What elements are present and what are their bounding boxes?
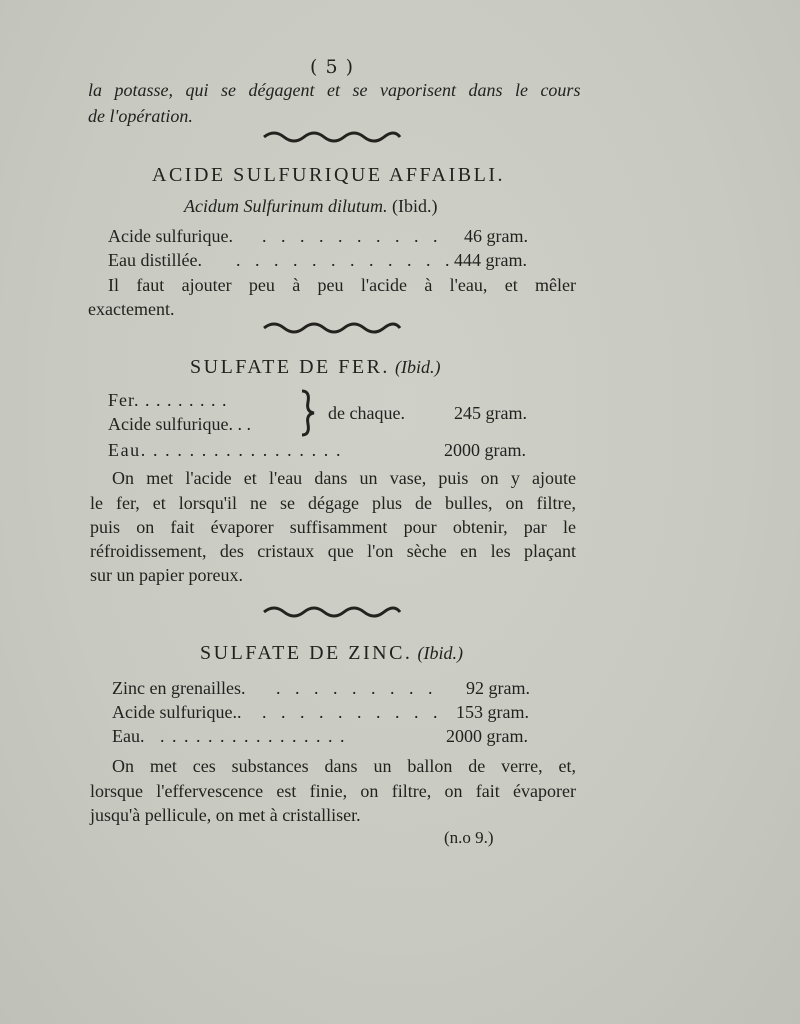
- leader-dots: . . . . . . . . . . . .: [236, 250, 455, 270]
- wave-ornament: [262, 606, 402, 618]
- continuation-line-1: la potasse, qui se dégagent et se vaporisent dans le cours: [88, 80, 581, 100]
- paragraph-line: le fer, et lorsqu'il ne se dégage plus de bulles, on filtre,: [90, 493, 576, 513]
- ingredient-quantity: 2000 gram.: [446, 726, 528, 746]
- section-subtitle-acide: [184, 196, 437, 217]
- ingredient-name: Zinc en grenailles.: [112, 678, 246, 698]
- paragraph-line: puis on fait évaporer suffisamment pour obtenir, par le: [90, 517, 576, 537]
- latin-name: Acidum Sulfurinum dilutum.: [184, 196, 388, 216]
- section-heading-zinc: [200, 642, 463, 665]
- ingredient-name: Eau.: [112, 726, 145, 746]
- brace-label: de chaque.: [328, 403, 405, 423]
- ingredient-quantity: 92 gram.: [466, 678, 530, 698]
- paragraph-line: lorsque l'effervescence est finie, on filtre, on fait évaporer: [90, 781, 576, 801]
- continuation-line-2: de l'opération.: [88, 106, 193, 126]
- leader-dots: . . . . . . . . . . . . . . . .: [160, 726, 346, 746]
- paragraph-line: On met ces substances dans un ballon de verre, et,: [112, 756, 576, 776]
- leader-dots: . . . . . . . . . .: [262, 226, 443, 246]
- instruction-text: Il faut ajouter peu à peu l'acide à l'eau, et mêler: [108, 275, 576, 295]
- section-heading-acide: ACIDE SULFURIQUE AFFAIBLI.: [152, 164, 505, 186]
- ingredient-quantity: 444 gram.: [454, 250, 527, 270]
- heading-text: SULFATE DE FER.: [190, 356, 390, 378]
- leader-dots: . . . . . . . . .: [276, 678, 438, 698]
- ingredient-name: Eau distillée.: [108, 250, 202, 270]
- ingredient-name: Acide sulfurique.: [108, 226, 233, 246]
- signature-mark: (n.o 9.): [444, 828, 494, 847]
- ingredient-name: Acide sulfurique..: [112, 702, 242, 722]
- heading-text: SULFATE DE ZINC.: [200, 642, 413, 664]
- section-heading-fer: [190, 356, 441, 379]
- ingredient-name: Acide sulfurique. . .: [108, 414, 251, 434]
- ingredient-quantity: 245 gram.: [454, 403, 527, 423]
- page-number: ( 5 ): [310, 56, 354, 78]
- wave-ornament: [262, 131, 402, 143]
- curly-brace-icon: [296, 388, 320, 438]
- ingredient-quantity: 2000 gram.: [444, 440, 526, 460]
- ingredient-name: Fer. . . . . . . . .: [108, 390, 228, 410]
- leader-dots: . . . . . . . . . .: [262, 702, 443, 722]
- ingredient-name: Eau. . . . . . . . . . . . . . . . .: [108, 440, 343, 460]
- source-reference: (Ibid.): [395, 357, 441, 377]
- instruction-text: exactement.: [88, 299, 175, 319]
- paragraph-line: On met l'acide et l'eau dans un vase, puis on y ajoute: [112, 468, 576, 488]
- paragraph-line: jusqu'à pellicule, on met à cristalliser.: [90, 805, 361, 825]
- ingredient-quantity: 153 gram.: [456, 702, 529, 722]
- wave-ornament: [262, 322, 402, 334]
- source-reference: (Ibid.): [392, 196, 438, 216]
- paragraph-line: sur un papier poreux.: [90, 565, 243, 585]
- ingredient-quantity: 46 gram.: [464, 226, 528, 246]
- source-reference: (Ibid.): [417, 643, 463, 663]
- paragraph-line: réfroidissement, des cristaux que l'on sèche en les plaçant: [90, 541, 576, 561]
